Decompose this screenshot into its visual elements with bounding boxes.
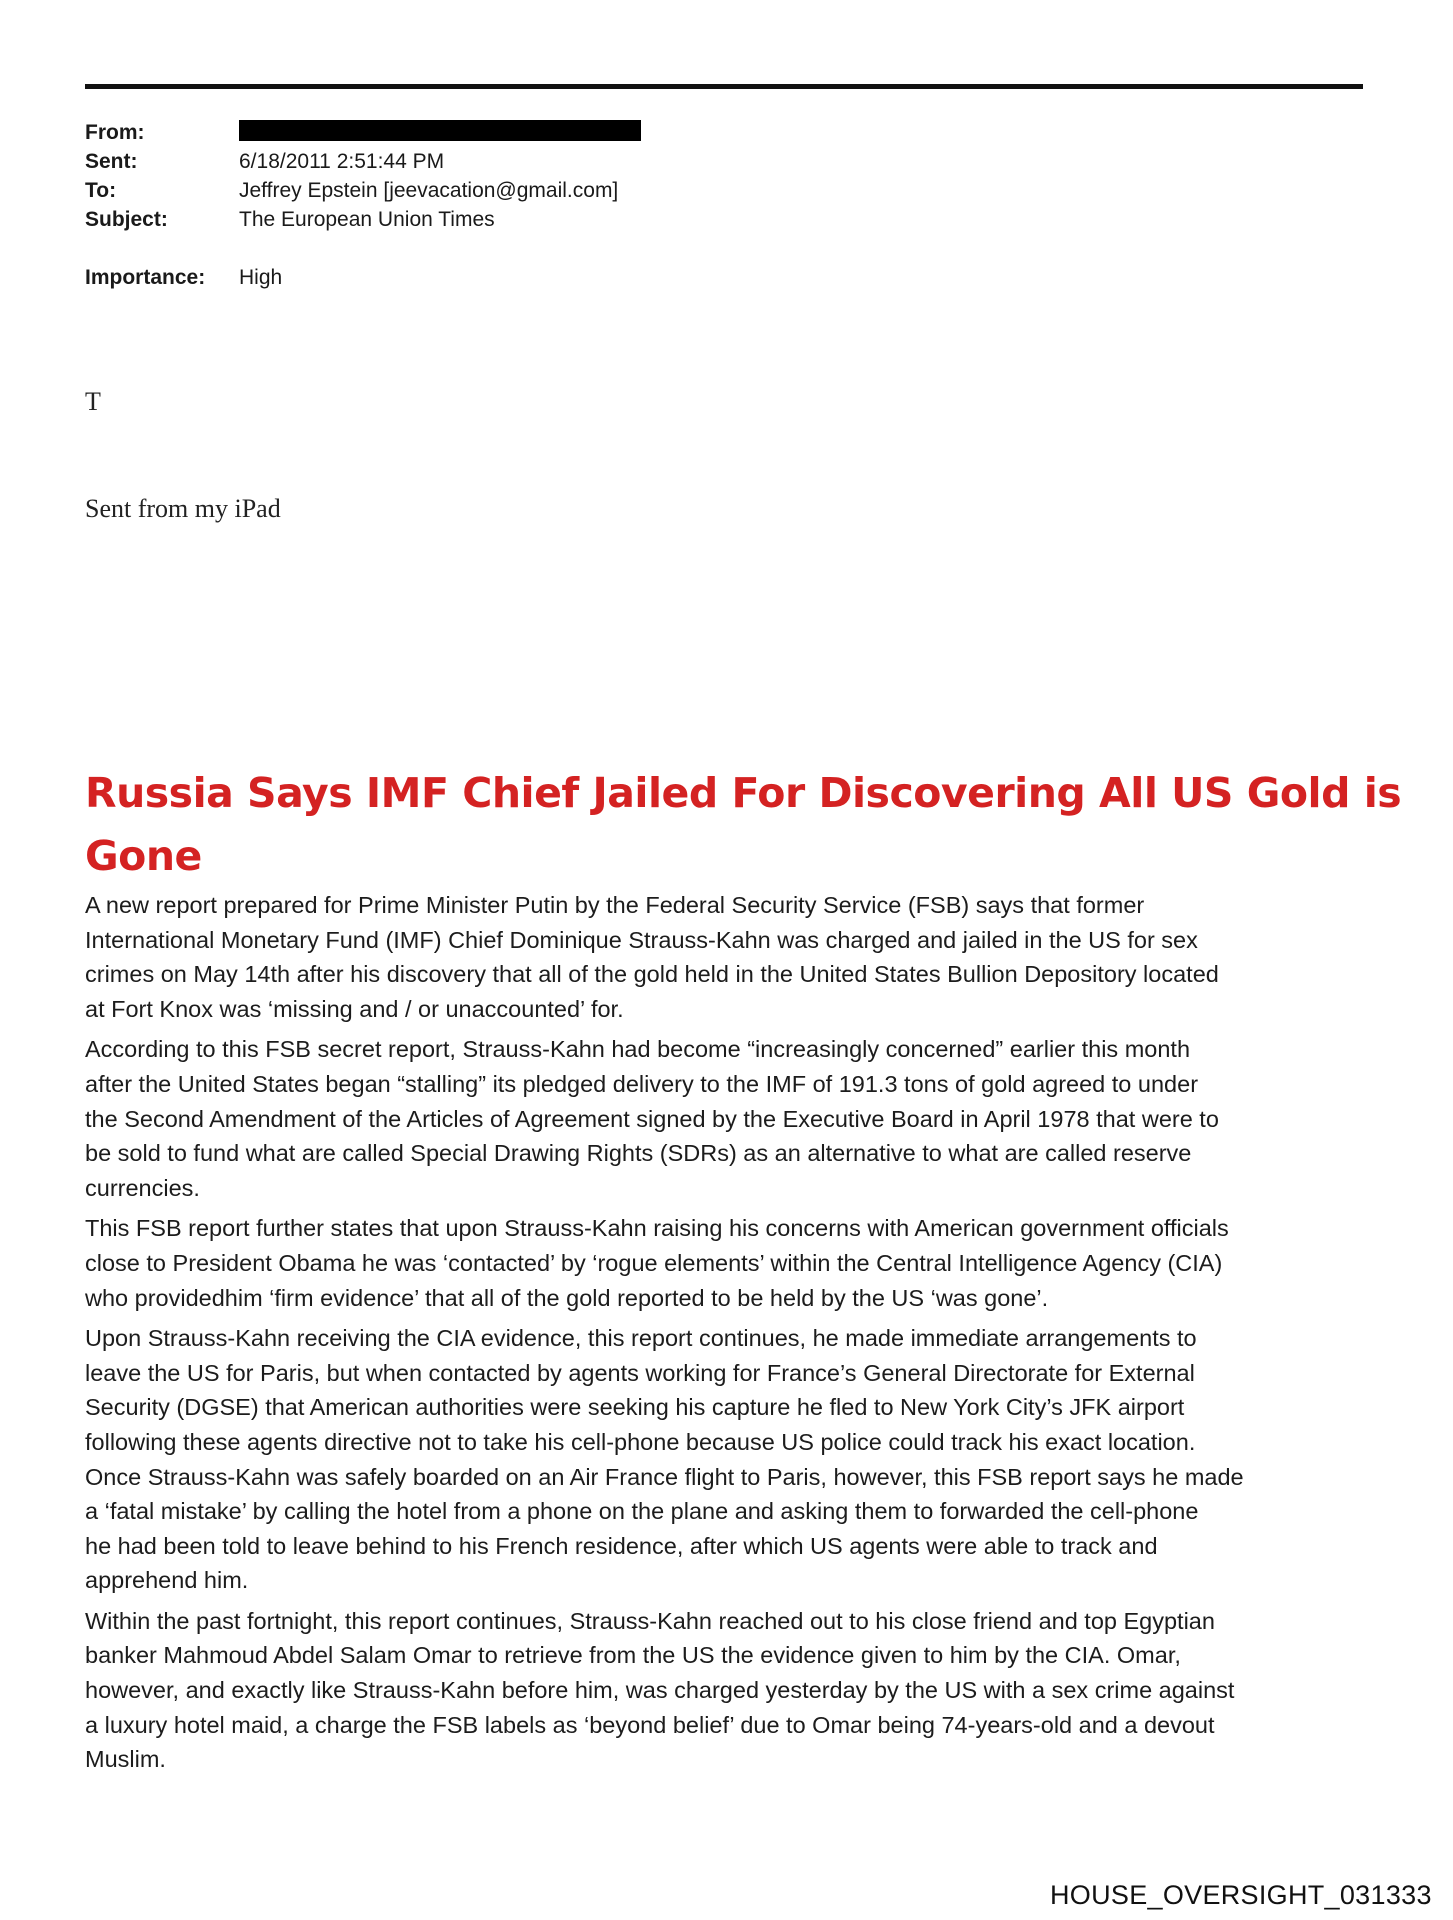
paragraph-line: however, and exactly like Strauss-Kahn before him, was charged yesterday by the US with a sex crime against [85,1677,1235,1704]
paragraph-line: Once Strauss-Kahn was safely boarded on an Air France flight to Paris, however, this FSB report says he made [85,1463,1244,1490]
paragraph-line: crimes on May 14th after his discovery that all of the gold held in the United States Bullion Depository located [85,961,1219,988]
paragraph-line: This FSB report further states that upon Strauss-Kahn raising his concerns with American government officials [85,1215,1229,1242]
article [85,762,1402,1783]
to-row [85,176,641,205]
paragraph-line: International Monetary Fund (IMF) Chief Dominique Strauss-Kahn was charged and jailed in the US for sex [85,926,1198,953]
sent-label: Sent: [85,150,138,173]
paragraph-line: Security (DGSE) that American authorities were seeking his capture he fled to New York City’s JFK airport [85,1394,1185,1421]
headline-line-1: Russia Says IMF Chief Jailed For Discovering All US Gold is [85,769,1402,817]
paragraph-line: a luxury hotel maid, a charge the FSB labels as ‘beyond belief’ due to Omar being 74-years-old and a devout [85,1711,1215,1738]
sent-row [85,147,641,176]
email-header [85,118,641,292]
importance-label: Importance: [85,266,206,289]
redaction-bar [239,120,641,141]
paragraph-line: the Second Amendment of the Articles of Agreement signed by the Executive Board in April 1978 that were to [85,1105,1219,1132]
paragraph-line: be sold to fund what are called Special Drawing Rights (SDRs) as an alternative to what are called reserve [85,1140,1192,1167]
importance-row [85,263,641,292]
from-row [85,118,641,147]
paragraph-line: a ‘fatal mistake’ by calling the hotel from a phone on the plane and asking them to forwarded the cell-phone [85,1498,1199,1525]
email-signature: Sent from my iPad [85,494,281,523]
article-paragraph [85,1211,1385,1315]
paragraph-line: he had been told to leave behind to his French residence, after which US agents were able to track and [85,1532,1158,1559]
subject-row [85,205,641,234]
paragraph-line: apprehend him. [85,1567,249,1594]
bates-number: HOUSE_OVERSIGHT_031333 [1050,1880,1432,1910]
paragraph-line: Muslim. [85,1746,166,1773]
paragraph-line: Upon Strauss-Kahn receiving the CIA evidence, this report continues, he made immediate arrangements to [85,1325,1197,1352]
article-body [85,888,1385,1777]
paragraph-line: after the United States began “stalling” its pledged delivery to the IMF of 191.3 tons of gold agreed to under [85,1070,1199,1097]
paragraph-line: leave the US for Paris, but when contacted by agents working for France’s General Directorate for External [85,1359,1195,1386]
paragraph-line: close to President Obama he was ‘contacted’ by ‘rogue elements’ within the Central Intelligence Agency (CIA) [85,1249,1223,1276]
paragraph-line: currencies. [85,1174,200,1201]
from-value [239,118,641,147]
paragraph-line: who providedhim ‘firm evidence’ that all of the gold reported to be held by the US ‘was gone’. [85,1284,1049,1311]
from-label: From: [85,121,145,144]
article-paragraph [85,1604,1385,1777]
to-label: To: [85,179,117,202]
paragraph-line: at Fort Knox was ‘missing and / or unaccounted’ for. [85,995,624,1022]
subject-label: Subject: [85,208,168,231]
subject-value: The European Union Times [239,208,495,231]
paragraph-line: following these agents directive not to take his cell-phone because US police could track his exact location. [85,1428,1196,1455]
headline-line-2: Gone [85,832,202,880]
importance-value: High [239,266,283,289]
body-initial: T [85,387,101,416]
paragraph-line: banker Mahmoud Abdel Salam Omar to retrieve from the US the evidence given to him by the CIA. Omar, [85,1642,1181,1669]
paragraph-line: According to this FSB secret report, Strauss-Kahn had become “increasingly concerned” earlier this month [85,1036,1191,1063]
to-value: Jeffrey Epstein [jeevacation@gmail.com] [239,179,619,202]
article-paragraph [85,1321,1385,1598]
header-divider [85,84,1363,89]
paragraph-line: Within the past fortnight, this report continues, Strauss-Kahn reached out to his close friend and top Egyptian [85,1607,1215,1634]
sent-value: 6/18/2011 2:51:44 PM [239,150,445,173]
article-paragraph [85,1032,1385,1205]
paragraph-line: A new report prepared for Prime Minister Putin by the Federal Security Service (FSB) says that former [85,892,1145,918]
article-headline [85,762,1402,888]
article-paragraph [85,888,1385,1026]
